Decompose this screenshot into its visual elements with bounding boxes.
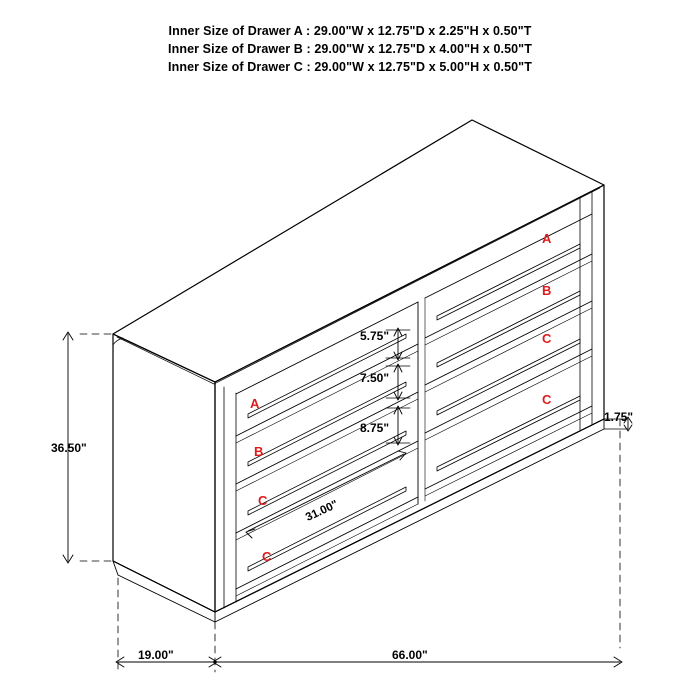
left-drawer-divider-0 — [236, 302, 418, 394]
dim-label-face-height-1: 5.75" — [360, 329, 390, 343]
drawer-label-right-2: B — [542, 283, 552, 298]
right-drawer-gap-1 — [425, 261, 592, 345]
cabinet-left-side-face — [113, 334, 215, 612]
spec-line-drawer-c: Inner Size of Drawer C : 29.00"W x 12.75"D x 5.00"H x 0.50"T — [168, 60, 532, 74]
right-drawer-divider-3 — [425, 349, 592, 433]
dim-drawer-width-arrow-right — [398, 451, 406, 460]
drawer-label-left-4: C — [262, 549, 272, 564]
spec-line-drawer-b: Inner Size of Drawer B : 29.00"W x 12.75"D x 4.00"H x 0.50"T — [168, 42, 532, 56]
dim-label-face-height-2: 7.50" — [360, 371, 390, 385]
right-drawer-pull-3 — [437, 339, 580, 415]
right-drawer-gap-4 — [425, 413, 592, 496]
dim-label-depth: 19.00" — [138, 648, 174, 662]
right-drawer-gap-3 — [425, 356, 592, 440]
dim-drawer-width-arrow-left — [246, 529, 255, 538]
left-drawer-divider-2 — [236, 392, 418, 484]
drawer-label-left-2: B — [254, 444, 264, 459]
right-drawer-pull-2 — [437, 291, 580, 367]
spec-line-drawer-a: Inner Size of Drawer A : 29.00"W x 12.75"D x 2.25"H x 0.50"T — [168, 24, 532, 38]
dim-label-height: 36.50" — [51, 441, 87, 455]
dim-label-width: 66.00" — [392, 648, 428, 662]
drawer-label-left-3: C — [258, 493, 268, 508]
dim-drawer-width-line — [248, 454, 404, 531]
drawer-label-right-3: C — [542, 331, 552, 346]
drawer-label-left-1: A — [250, 396, 260, 411]
cabinet-top-face — [113, 120, 604, 382]
right-drawer-pull-4 — [437, 396, 580, 471]
drawer-label-right-4: C — [542, 392, 552, 407]
right-drawer-divider-0 — [425, 214, 592, 298]
dim-label-base-height: 1.75" — [604, 410, 634, 424]
dim-label-face-height-3: 8.75" — [360, 421, 390, 435]
dim-label-drawer-width: 31.00" — [304, 498, 341, 524]
base-top-edge — [113, 419, 604, 612]
right-drawer-divider-1 — [425, 254, 592, 338]
left-drawer-gap-1 — [236, 351, 418, 443]
right-drawer-pull-1 — [437, 244, 580, 320]
drawer-label-right-1: A — [542, 231, 552, 246]
